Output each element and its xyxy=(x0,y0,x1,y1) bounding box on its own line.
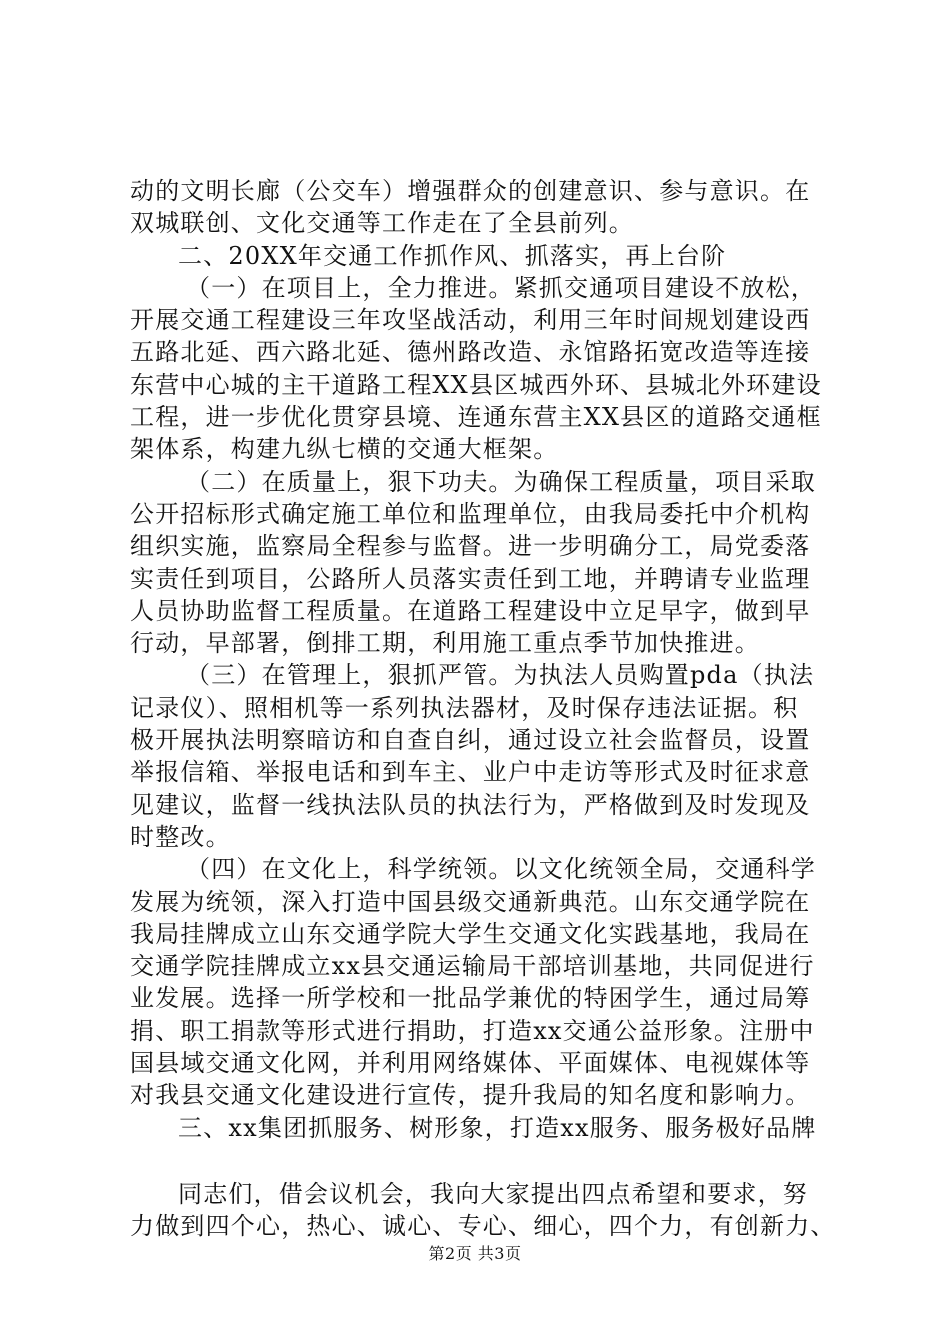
text-line: 捐、职工捐款等形式进行捐助，打造xx交通公益形象。注册中 xyxy=(130,1016,815,1045)
paragraph-start: （二）在质量上，狠下功夫。为确保工程质量，项目采取 xyxy=(186,467,816,496)
text-line: 开展交通工程建设三年攻坚战活动，利用三年时间规划建设西 xyxy=(130,306,811,335)
text-line: 工程，进一步优化贯穿县境、连通东营主XX县区的道路交通框 xyxy=(130,403,822,432)
body-text xyxy=(130,175,840,1243)
text-line: 举报信箱、举报电话和到车主、业户中走访等形式及时征求意 xyxy=(130,758,811,787)
paragraph-start: （一）在项目上，全力推进。紧抓交通项目建设不放松， xyxy=(186,273,816,302)
section-heading: 二、20XX年交通工作抓作风、抓落实，再上台阶 xyxy=(178,241,727,270)
paragraph-start: （三）在管理上，狠抓严管。为执法人员购置pda（执法 xyxy=(186,661,815,690)
text-line: 双城联创、文化交通等工作走在了全县前列。 xyxy=(130,209,634,238)
text-line: 记录仪）、照相机等一系列执法器材，及时保存违法证据。积 xyxy=(130,693,799,722)
text-line: 人员协助监督工程质量。在道路工程建设中立足早字，做到早 xyxy=(130,596,811,625)
text-line: 架体系，构建九纵七横的交通大框架。 xyxy=(130,435,559,464)
text-line: 组织实施，监察局全程参与监督。进一步明确分工，局党委落 xyxy=(130,532,811,561)
text-line: 见建议，监督一线执法队员的执法行为，严格做到及时发现及 xyxy=(130,790,811,819)
text-line: 发展为统领，深入打造中国县级交通新典范。山东交通学院在 xyxy=(130,887,811,916)
paragraph-start: （四）在文化上，科学统领。以文化统领全局，交通科学 xyxy=(186,855,816,884)
paragraph-start: 同志们，借会议机会，我向大家提出四点希望和要求，努 xyxy=(178,1179,808,1208)
paragraph-gap xyxy=(130,1144,840,1178)
text-line: 行动，早部署，倒排工期，利用施工重点季节加快推进。 xyxy=(130,629,760,658)
text-line: 我局挂牌成立山东交通学院大学生交通文化实践基地，我局在 xyxy=(130,919,811,948)
text-line: 交通学院挂牌成立xx县交通运输局干部培训基地，共同促进行 xyxy=(130,952,815,981)
text-line: 力做到四个心，热心、诚心、专心、细心，四个力，有创新力、 xyxy=(130,1212,836,1241)
section-heading: 三、xx集团抓服务、树形象，打造xx服务、服务极好品牌 xyxy=(178,1113,817,1142)
text-line: 五路北延、西六路北延、德州路改造、永馆路拓宽改造等连接 xyxy=(130,338,811,367)
text-line: 业发展。选择一所学校和一批品学兼优的特困学生，通过局筹 xyxy=(130,984,811,1013)
page-footer: 第2页 共3页 xyxy=(428,1244,522,1263)
text-line: 实责任到项目，公路所人员落实责任到工地，并聘请专业监理 xyxy=(130,564,811,593)
text-line: 动的文明长廊（公交车）增强群众的创建意识、参与意识。在 xyxy=(130,177,811,205)
text-line: 公开招标形式确定施工单位和监理单位，由我局委托中介机构 xyxy=(130,499,811,528)
text-line: 国县域交通文化网，并利用网络媒体、平面媒体、电视媒体等 xyxy=(130,1049,811,1078)
text-line: 极开展执法明察暗访和自查自纠，通过设立社会监督员，设置 xyxy=(130,726,811,755)
text-line: 对我县交通文化建设进行宣传，提升我局的知名度和影响力。 xyxy=(130,1081,811,1110)
text-line: 时整改。 xyxy=(130,822,231,851)
text-line: 东营中心城的主干道路工程XX县区城西外环、县城北外环建设 xyxy=(130,370,822,399)
